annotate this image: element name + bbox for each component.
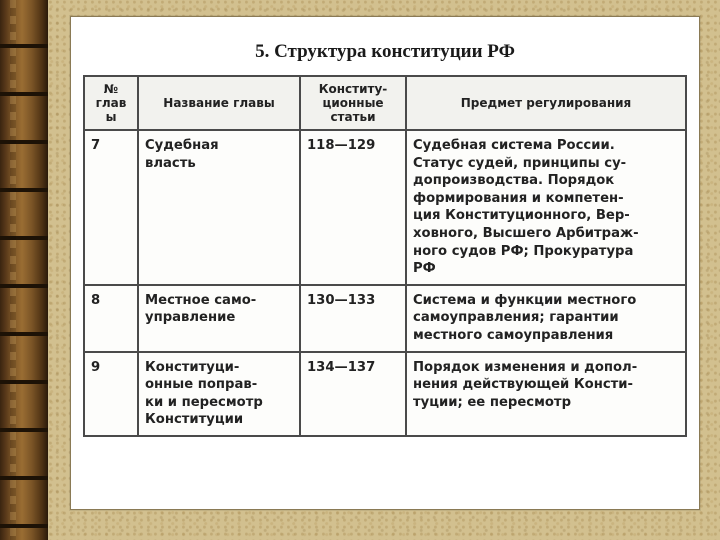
slide-title: 5. Структура конституции РФ bbox=[255, 41, 515, 62]
header-articles bbox=[300, 76, 406, 130]
table-row bbox=[84, 130, 686, 285]
chapter-name-cell bbox=[138, 130, 300, 285]
chapter-name-cell bbox=[138, 285, 300, 352]
header-chapter-number bbox=[84, 76, 138, 130]
header-chapter-number-line: № bbox=[103, 82, 119, 96]
slide bbox=[70, 16, 700, 510]
chapter-number-cell: 8 bbox=[84, 285, 138, 352]
chapter-name-cell bbox=[138, 352, 300, 436]
subject-line: Система и функции местного bbox=[413, 292, 637, 308]
subject-line: нения действующей Консти- bbox=[413, 377, 634, 393]
header-subject: Предмет регулирования bbox=[406, 76, 686, 130]
subject-line: Судебная система России. bbox=[413, 138, 615, 153]
chapter-name-line: онные поправ- bbox=[145, 377, 258, 393]
subject-line: ного судов РФ; Прокуратура bbox=[413, 243, 634, 259]
table-header-row bbox=[84, 76, 686, 130]
header-chapter-number-line: ы bbox=[105, 110, 117, 124]
header-chapter-name: Название главы bbox=[138, 76, 300, 130]
chapter-name-line: Конституции bbox=[145, 412, 244, 428]
subject-line: ховного, Высшего Арбитраж- bbox=[413, 225, 639, 241]
table-row bbox=[84, 285, 686, 352]
header-articles-line: статьи bbox=[330, 110, 376, 124]
articles-cell: 130—133 bbox=[300, 285, 406, 352]
subject-line: самоуправления; гарантии bbox=[413, 310, 619, 326]
chapter-name-line: Конституци- bbox=[145, 359, 240, 375]
chapter-name-line: ки и пересмотр bbox=[145, 394, 263, 410]
chapter-number-cell: 7 bbox=[84, 130, 138, 285]
subject-line: Порядок изменения и допол- bbox=[413, 359, 638, 375]
articles-cell: 118—129 bbox=[300, 130, 406, 285]
subject-cell bbox=[406, 130, 686, 285]
header-chapter-number-line: глав bbox=[95, 96, 127, 110]
subject-cell bbox=[406, 285, 686, 352]
subject-line: формирования и компетен- bbox=[413, 190, 624, 206]
subject-cell bbox=[406, 352, 686, 436]
chapter-name-line: Местное само- bbox=[145, 292, 257, 308]
chapter-number-cell: 9 bbox=[84, 352, 138, 436]
chapter-name-line: управление bbox=[145, 310, 236, 326]
table-row bbox=[84, 352, 686, 436]
header-articles-line: Конститу- bbox=[318, 82, 388, 96]
subject-line: допроизводства. Порядок bbox=[413, 173, 615, 189]
subject-line: Статус судей, принципы су- bbox=[413, 155, 627, 171]
chapter-name-line: Судебная bbox=[145, 138, 219, 153]
articles-cell: 134—137 bbox=[300, 352, 406, 436]
decorative-wood-strip bbox=[0, 0, 48, 540]
chapter-name-line: власть bbox=[145, 155, 196, 171]
subject-line: местного самоуправления bbox=[413, 327, 614, 343]
subject-line: РФ bbox=[413, 261, 436, 277]
header-articles-line: ционные bbox=[322, 96, 384, 110]
subject-line: ция Конституционного, Вер- bbox=[413, 208, 630, 224]
subject-line: туции; ее пересмотр bbox=[413, 394, 572, 410]
constitution-structure-table bbox=[83, 75, 687, 437]
